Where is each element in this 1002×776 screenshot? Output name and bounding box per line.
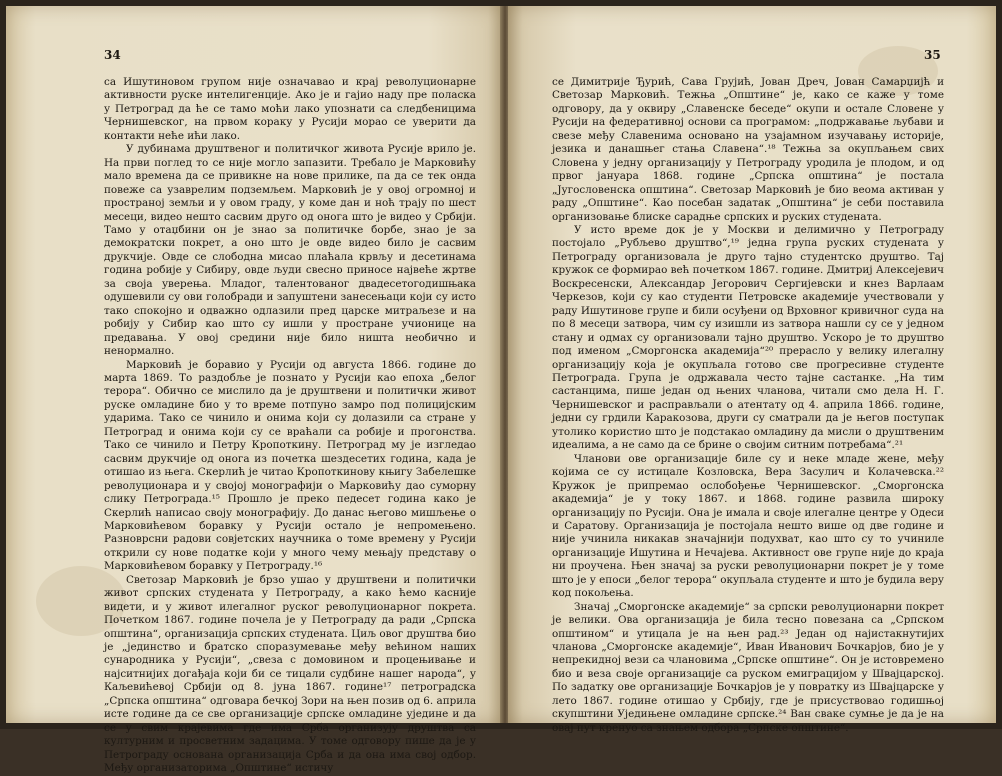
right-page bbox=[508, 6, 996, 734]
paragraph: Чланови ове организације биле су и неке младе жене, међу којима се су истицале Козловска, Вера Засулич и Колачевска.²² Кружок је припремао ослобођење Чернишевског. „Сморгонска академија“ је у току 1867. и 1868. године развила широку организацију по Русији. Она је имала и своје илегалне центре у Одеси и Саратову. Организација је постојала нешто више од две године и није учинила никакав значајнији подухват, као што су то учиниле организације Ишутина и Нечајева. Активност ове групе није до краја ни проучена. Њен значај за руски револуционарни покрет је у томе што је у епоси „белог терора“ окупљала студенте и што је будила веру код покољења. bbox=[552, 452, 944, 600]
page-number-right: 35 bbox=[924, 48, 941, 62]
paragraph: Светозар Марковић је брзо ушао у друштвени и политички живот српских студената у Петрограду, а како ћемо касније видети, и у живот илегалног руског револуционарног покрета. Почетком 1867. године почела је у Петрограду да ради „Српска општина“, организација српских студената. Циљ овог друштва био је „јединство и братско споразумевање међу већином наших сународника у Русији“, „свеза с домовином и процењивање и најситнијих догађаја који би се тицали судбине нашег народа“, у Каљевићевој Србији од 8. јуна 1867. године¹⁷ петроградска „Српска општина“ одговара бечкој Зори на њен позив од 6. априла исте године да се све организације српске омладине уједине и да се у свим крајевима где има Срба организују друштва са културним и просветним задацима. У томе одговору пише да је у Петрограду основана организација Срба и да она има свој одбор. Међу организаторима „Општине“ истичу bbox=[104, 573, 477, 775]
paragraph: У исто време док је у Москви и делимично у Петрограду постојало „Рубљево друштво“,¹⁹ једна група руских студената у Петрограду организовала је друго тајно студентско друштво. Тај кружок се формирао већ почетком 1867. године. Дмитриј Алексејевич Воскресенски, Александар Јегорович Сергијевски и кнез Варлаам Черкезов, који су као студенти Петровске академије учествовали у раду Ишутинове групе и били осуђени од Врховног кривичног суда на по 8 месеци затвора, чим су изишли из затвора нашли су се у једном стану и одмах су организовали тајно друштво. Ускоро је то друштво под именом „Сморгонска академија“²⁰ прерасло у велику илегалну организацију која је окупљала готово све прогресивне студенте Петрограда. Група је одржавала често тајне састанке. „На тим састанцима, пише један од њених чланова, читали смо дела Н. Г. Чернишевског и расправљали о атентату од 4. априла 1866. године, једни су грдили Каракозова, други су сматрали да је његов поступак утолико користио што је подстакао омладину да мисли о друштвеним идеалима, а не само да се брине о својим ситним потребама“.²¹ bbox=[552, 223, 944, 452]
paragraph: се Димитрије Ђурић, Сава Грујић, Јован Дреч, Јован Самарџијћ и Светозар Марковић. Тежња „Општине“ је, како се каже у томе одговору, да у оквиру „Славенске беседе“ окупи и остале Словене у Русији на федеративној основи са програмом: „подржавање љубави и свезе међу Славенима основано на узајамном изучавању историје, језика и данашњег стања Славена“.¹⁸ Тежња за окупљањем свих Словена у једну организацију у Петрограду уродила је плодом, и од првог јануара 1868. године „Српска општина“ је постала „Југословенска општина“. Светозар Марковић је био веома активан у раду „Општине“. Као посебан задатак „Општина“ је себи поставила организовање блиске сарадње српских и руских студената. bbox=[552, 76, 944, 223]
left-page bbox=[6, 6, 503, 775]
page-number-left: 34 bbox=[104, 48, 121, 62]
left-page-text bbox=[104, 76, 476, 776]
paragraph: са Ишутиновом групом није означавао и крај револуционарне активности руске интелигенције. Ако је и гајио наду пре поласка у Петроград да ће се тамо моћи лако упознати са следбеницима Чернишевског, на првом кораку у Русији морао се уверити да контакти неће ићи лако. bbox=[104, 76, 476, 142]
paragraph: Значај „Сморгонске академије“ за српски револуционарни покрет је велики. Ова организација је била тесно повезана са „Српском општином“ и утицала је на њен рад.²³ Један од најистакнутијих чланова „Сморгонске академије“, Иван Иванович Бочкарјов, био је у непрекидној вези са члановима „Српске општине“. Он је истовремено био и веза своје организације са руском емиграцијом у Швајцарској. По задатку ове организације Бочкарјов је у повратку из Швајцарске у лето 1867. године отишао у Србију, где је присуствовао годишњој скупштини Уједињене омладине српске.²⁴ Ван сваке сумње је да је на овај пут кренуо са знањем одбора „Српске општине“. bbox=[552, 600, 944, 734]
paragraph: Марковић је боравио у Русији од августа 1866. године до марта 1869. То раздобље је познато у Русији као епоха „белог терора“. Обично се мислило да је друштвени и политички живот руске омладине био у то време потпуно замро под полицијским ударима. Тако се чинило и онима који су долазили са стране у Петроград и онима који су се враћали са робије и прогонства. Тако се чинило и Петру Кропоткину. Петроград му је изгледао сасвим друкчије од онога из почетка шездесетих година, када је отишао из њега. Скерлић је читао Кропоткинову књигу Забелешке револуционара и у својој монографији о Марковићу дао суморну слику Петрограда.¹⁵ Прошло је преко педесет година како је Скерлић написао своју монографију. До данас његово мишљење о Марковићевом боравку у Русији остало је непромењено. Разноврсни радови совјетских научника о томе времену у Русији открили су нове податке који у много чему мењају представу о Марковићевом боравку у Петрограду.¹⁶ bbox=[104, 358, 476, 573]
right-page-text bbox=[552, 76, 944, 735]
paragraph: У дубинама друштвеног и политичког живота Русије врило је. На први поглед то се није могло запазити. Требало је Марковићу мало времена да се привикне на нове прилике, па да се тек онда повеже са узаврелим подземљем. Марковић је у овој огромној и пространој земљи и у овом граду, у коме дан и ноћ трају по шест месеци, видео нешто сасвим друго од онога што је видео у Србији. Тамо у отаџбини он је знао за политичке борбе, знао је за демократски покрет, а оно што је овде видео било је сасвим друкчије. Овде се слободна мисао плаћала крвљу и десетинама година робије у Сибиру, овде људи свесно приносе највеће жртве за своја уверења. Младог, талентованог двадесетогодишњака одушевили су ови голобради и запуштени занесењаци који су исто тако спокојно и одважно одлазили пред царске митраљезе и на робију у Сибир као што су ишли у простране учионице на предавања. У овој средини није било ништа необично и ненормално. bbox=[104, 143, 476, 358]
